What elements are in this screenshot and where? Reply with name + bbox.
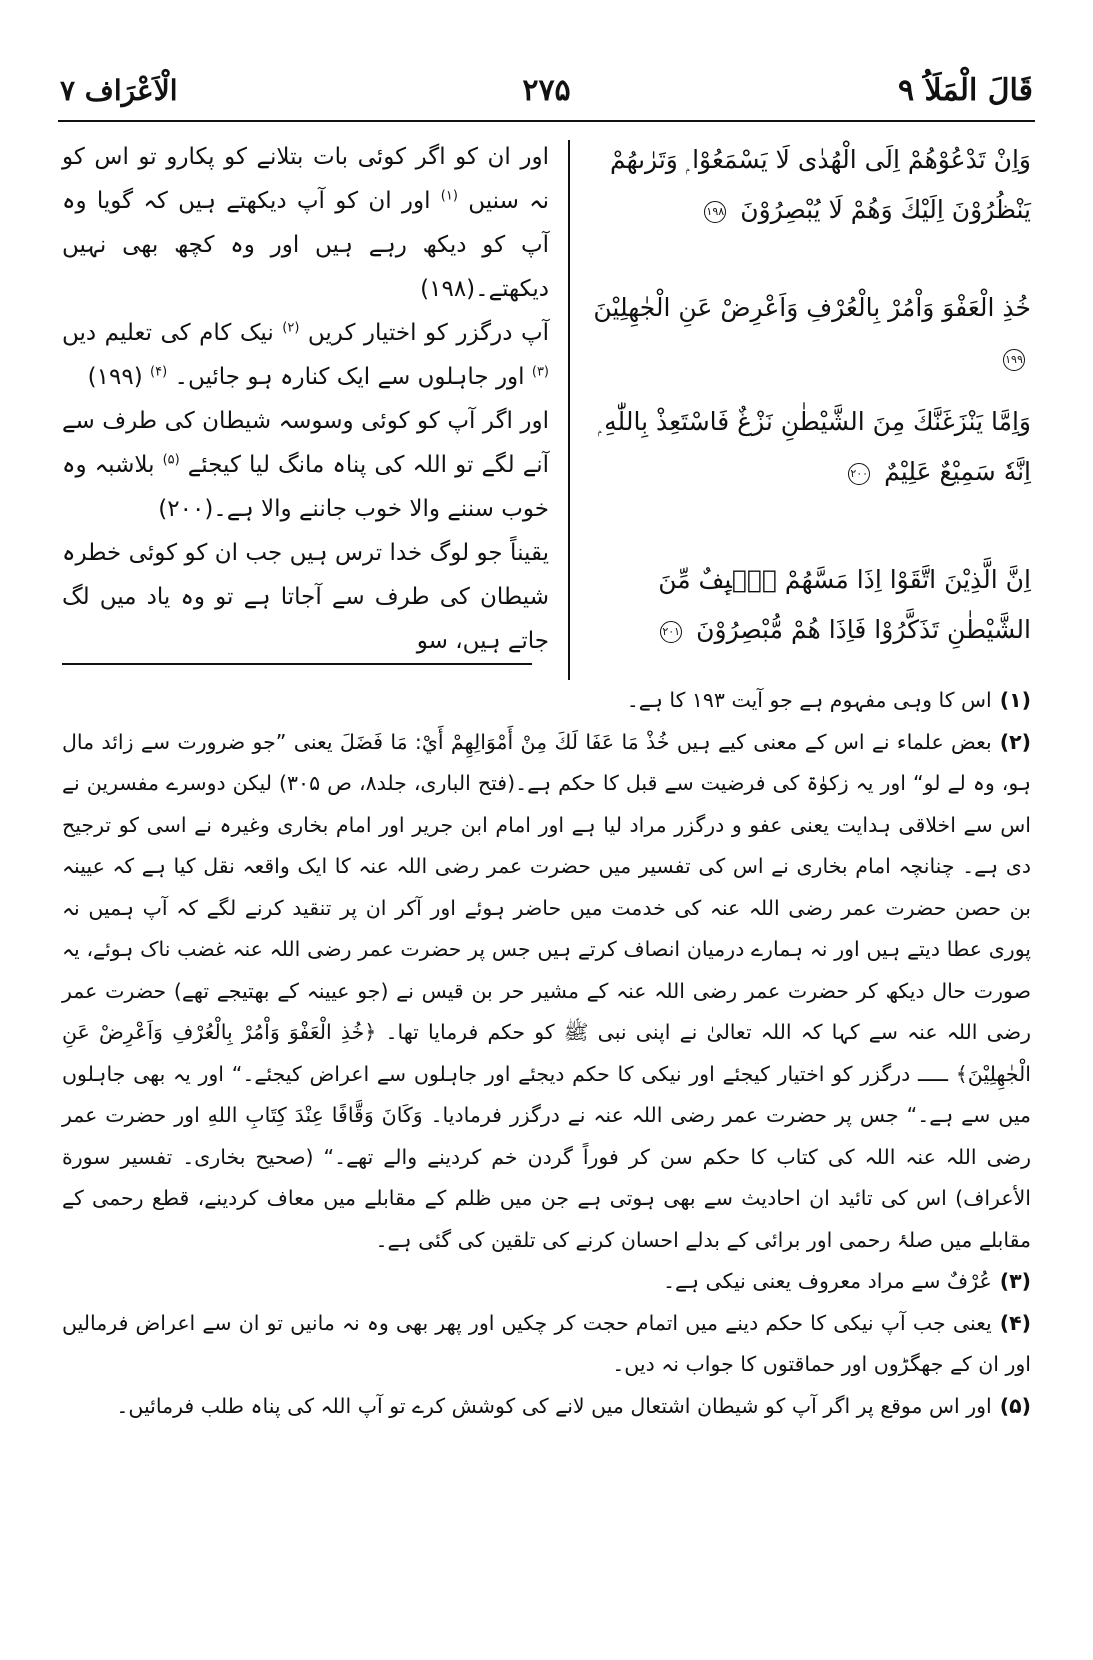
footnote-2 <box>62 722 1031 1262</box>
footnote-5 <box>62 1386 1031 1428</box>
footnote-text: اس کا وہی مفہوم ہے جو آیت ۱۹۳ کا ہے۔ <box>626 688 992 712</box>
ayah-text: وَاِنْ تَدْعُوْهُمْ اِلَى الْهُدٰى لَا يَسْمَعُوْا ۭ وَتَرٰىهُمْ يَنْظُرُوْنَ اِلَيْكَ وَهُمْ لَا يُبْصِرُوْنَ <box>609 145 1031 224</box>
footnote-ref: (۲) <box>282 320 300 336</box>
footnote-text: بعض علماء نے اس کے معنی کیے ہیں خُذْ مَا عَفَا لَكَ مِنْ أَمْوَالِهِمْ أَيْ: مَا فَضَلَ یعنی ”جو ضرورت سے زائد مال ہو، وہ لے لو“ اور یہ زکوٰۃ کی فرضیت سے قبل کا حکم ہے۔(فتح الباری، جلد۸، ص ۳۰۵) لیکن دوسرے مفسرین نے اس سے اخلاقی ہدایت یعنی عفو و درگزر مراد لیا ہے اور امام ابن جریر اور امام بخاری وغیرہ نے اسی کو ترجیح دی ہے۔ چنانچہ امام بخاری نے اس کی تفسیر میں حضرت عمر رضی اللہ عنہ کا ایک واقعہ نقل کیا ہے کہ عیینہ بن حصن حضرت عمر رضی اللہ عنہ کی خدمت میں حاضر ہوئے اور آکر ان پر تنقید کرنے لگے کہ آپ ہمیں نہ پوری عطا دیتے ہیں اور نہ ہمارے درمیان انصاف کرتے ہیں جس پر حضرت عمر رضی اللہ عنہ غضب ناک ہوئے، یہ صورت حال دیکھ کر حضرت عمر رضی اللہ عنہ کے مشیر حر بن قیس نے (جو عیینہ کے بھتیجے تھے) حضرت عمر رضی اللہ عنہ سے کہا کہ اللہ تعالیٰ نے اپنی نبی ﷺ کو حکم فرمایا تھا۔ ﴿خُذِ الْعَفْوَ وَاْمُرْ بِالْعُرْفِ وَاَعْرِضْ عَنِ الْجٰهِلِيْنَ﴾ ـــــ درگزر کو اختیار کیجئے اور نیکی کا حکم دیجئے اور جاہلوں سے اعراض کیجئے۔“ اور یہ بھی جاہلوں میں سے ہے۔“ جس پر حضرت عمر رضی اللہ عنہ نے درگزر فرمادیا۔ وَكَانَ وَقَّافًا عِنْدَ كِتَابِ اللهِ اور حضرت عمر رضی اللہ عنہ اللہ کی کتاب کا حکم سن کر فوراً گردن خم کردینے والے تھے۔“ (صحیح بخاری۔ تفسیر سورة الأعراف) اس کی تائید ان احادیث سے بھی ہوتی ہے جن میں ظلم کے مقابلے میں معاف کردینے، قطع رحمی کے مقابلے میں صلۂ رحمی اور برائی کے بدلے احسان کرنے کی تلقین کی گئی ہے۔ <box>62 729 1032 1252</box>
footnote-3 <box>62 1261 1031 1303</box>
ayah-198 <box>588 135 1031 235</box>
translation-199: آپ درگزر کو اختیار کریں $^{(۲)}$ نیک کام کی تعلیم دیں $^{(۳)}$ اور جاہلوں سے ایک کنارہ ہو جائیں۔ $^{(۴)}$ (۱۹۹) <box>62 320 550 390</box>
urdu-translation-column <box>62 135 549 663</box>
footnote-1 <box>62 680 1031 722</box>
ayah-number-marker: ۱۹۸ <box>704 201 726 223</box>
footnote-number: (۲) <box>999 729 1031 754</box>
footnote-ref: (۱) <box>440 188 458 204</box>
footnote-text: یعنی جب آپ نیکی کا حکم دینے میں اتمام حجت کر چکیں اور پھر بھی وہ نہ مانیں تو ان سے اعراض فرمالیں اور ان کے جھگڑوں اور حماقتوں کا جواب نہ دیں۔ <box>62 1310 1031 1376</box>
header-divider <box>58 120 1035 122</box>
footnote-4 <box>62 1303 1031 1386</box>
ayah-201 <box>588 555 1031 655</box>
footnote-text: عُرْفٌ سے مراد معروف یعنی نیکی ہے۔ <box>663 1269 992 1293</box>
translation-201: یقیناً جو لوگ خدا ترس ہیں جب ان کو کوئی خطرہ شیطان کی طرف سے آجاتا ہے تو وہ یاد میں لگ جاتے ہیں، سو <box>62 540 549 654</box>
surah-title: الْاَعْرَاف ۷ <box>60 73 178 107</box>
footnote-ref: (۳) <box>531 364 549 380</box>
para-title: قَالَ الْمَلَاُ ۹ <box>897 72 1033 108</box>
ayah-200 <box>588 397 1031 497</box>
ayah-text: خُذِ الْعَفْوَ وَاْمُرْ بِالْعُرْفِ وَاَعْرِضْ عَنِ الْجٰهِلِيْنَ <box>593 293 1031 322</box>
footnote-number: (۴) <box>999 1310 1031 1335</box>
ayah-number-marker: ۱۹۹ <box>1003 349 1025 371</box>
translation-198: اور ان کو اگر کوئی بات بتلانے کو پکارو تو اس کو نہ سنیں $^{(۱)}$ اور ان کو آپ دیکھتے ہیں کہ گویا وہ آپ کو دیکھ رہے ہیں اور وہ کچھ بھی نہیں دیکھتے۔(۱۹۸) <box>62 144 549 302</box>
ayah-number-marker: ۲۰۱ <box>660 621 682 643</box>
footnote-ref: (۴) <box>150 364 168 380</box>
footnote-number: (۵) <box>999 1393 1031 1418</box>
footnotes <box>62 680 1031 1427</box>
ayah-text: اِنَّ الَّذِيْنَ اتَّقَوْا اِذَا مَسَّهُمْ طٰۗىِٕفٌ مِّنَ الشَّيْطٰنِ تَذَكَّرُوْا فَاِذَا هُمْ مُّبْصِرُوْنَ <box>658 565 1031 644</box>
footnote-number: (۳) <box>999 1269 1031 1293</box>
ayah-199 <box>588 283 1031 383</box>
arabic-verses-column <box>588 135 1031 680</box>
translation-200: اور اگر آپ کو کوئی وسوسہ شیطان کی طرف سے آنے لگے تو اللہ کی پناہ مانگ لیا کیجئے $^{(۵)}$ بلاشبہ وہ خوب سننے والا خوب جاننے والا ہے۔(۲۰۰) <box>62 408 549 522</box>
ayah-text: وَاِمَّا يَنْزَغَنَّكَ مِنَ الشَّيْطٰنِ نَزْغٌ فَاسْتَعِذْ بِاللّٰهِ ۭ اِنَّهٗ سَمِيْعٌ عَلِيْمٌ <box>597 407 1031 486</box>
footnote-divider <box>62 663 532 665</box>
footnote-number: (۱) <box>999 688 1031 712</box>
page-header <box>60 68 1033 112</box>
ayah-number-marker: ۲۰۰ <box>848 463 870 485</box>
column-divider <box>568 140 570 680</box>
footnote-text: اور اس موقع پر اگر آپ کو شیطان اشتعال میں لانے کی کوشش کرے تو آپ اللہ کی پناہ طلب فرمائیں۔ <box>116 1393 992 1418</box>
footnote-ref: (۵) <box>162 452 180 468</box>
page-number: ۲۷۵ <box>522 72 571 108</box>
